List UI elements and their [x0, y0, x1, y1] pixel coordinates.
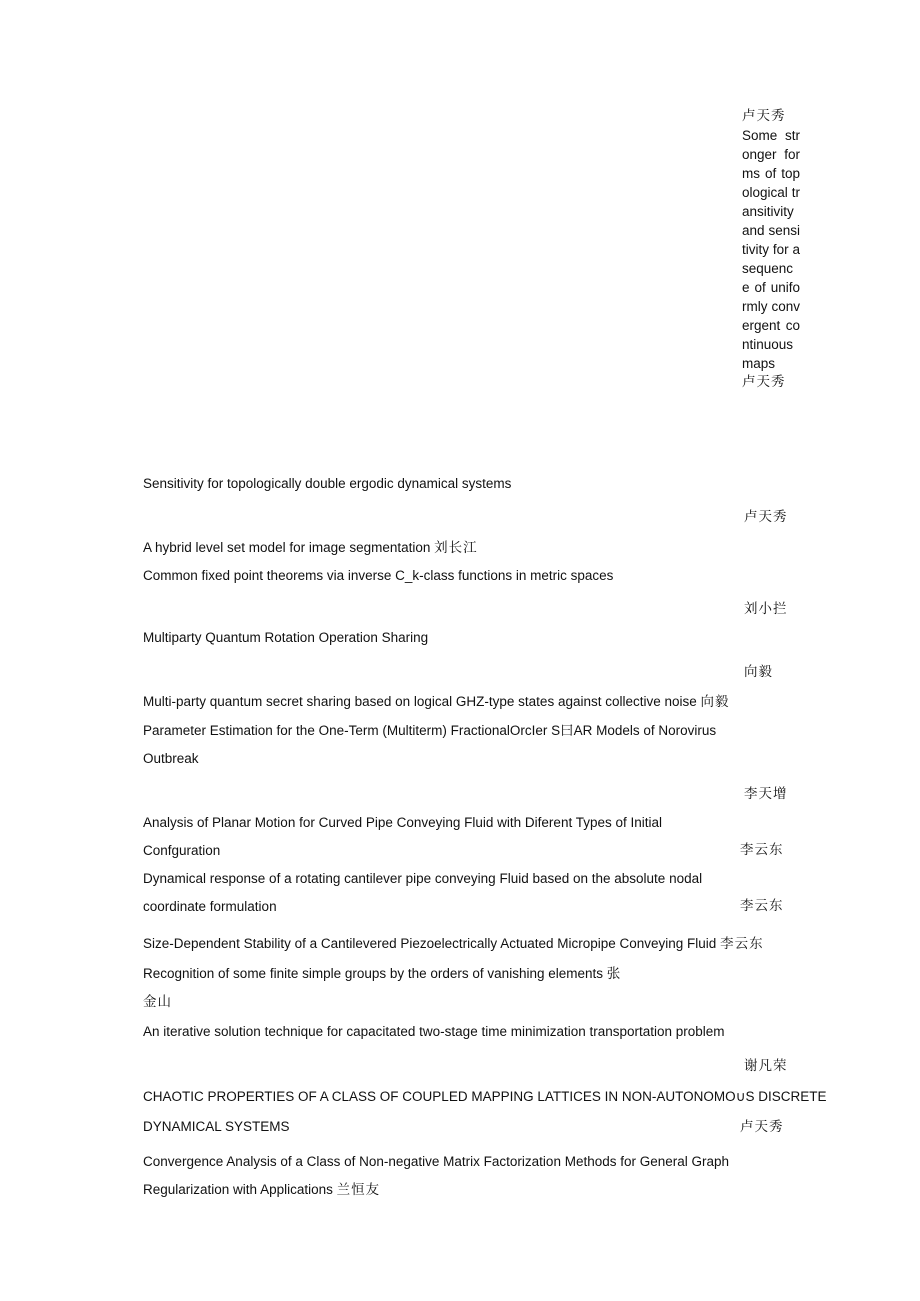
paper-title: CHAOTIC PROPERTIES OF A CLASS OF COUPLED MAPPING LATTICES IN NON-AUTONOMO∪S DISCRETE — [143, 1089, 827, 1104]
paper-title: Common fixed point theorems via inverse C_k-class functions in metric spaces — [143, 568, 614, 583]
paper-title: Dynamical response of a rotating cantilever pipe conveying Fluid based on the absolute nodal — [143, 871, 703, 886]
author-name: 刘长江 — [434, 540, 478, 556]
paper-title-continued: coordinate formulation — [143, 899, 277, 914]
paper-title: Parameter Estimation for the One-Term (Multiterm) FractionalOrcIer S曰AR Models of Norovirus — [143, 723, 717, 738]
author-name: 刘小拦 — [744, 601, 788, 617]
author-name: 卢天秀 — [742, 108, 786, 124]
author-name: 张 — [606, 966, 622, 982]
paper-entry — [143, 935, 764, 953]
author-name: 卢天秀 — [740, 1119, 784, 1135]
paper-title: Multi-party quantum secret sharing based on logical GHZ-type states against collective noise — [143, 694, 697, 709]
paper-title: An iterative solution technique for capacitated two-stage time minimization transportation problem — [143, 1024, 725, 1039]
paper-title-continued: DYNAMICAL SYSTEMS — [143, 1119, 290, 1134]
paper-title: Sensitivity for topologically double ergodic dynamical systems — [143, 476, 512, 491]
paper-title: Multiparty Quantum Rotation Operation Sharing — [143, 630, 429, 645]
author-name: 谢凡荣 — [744, 1058, 788, 1074]
author-name: 卢天秀 — [742, 374, 786, 390]
author-name: 李云东 — [720, 936, 764, 952]
paper-title: Size-Dependent Stability of a Cantilevered Piezoelectrically Actuated Micropipe Conveying Fluid — [143, 936, 717, 951]
author-name: 兰恒友 — [336, 1182, 381, 1198]
paper-title-continued: Outbreak — [143, 751, 199, 766]
paper-title: A hybrid level set model for image segmentation — [143, 540, 431, 555]
paper-entry — [143, 539, 478, 557]
author-name: 卢天秀 — [744, 509, 788, 525]
author-name: 李天增 — [744, 786, 788, 802]
narrow-column-entry — [742, 107, 800, 392]
paper-entry — [143, 1181, 380, 1199]
paper-entry — [143, 693, 730, 711]
paper-title: Convergence Analysis of a Class of Non-negative Matrix Factorization Methods for General Graph — [143, 1154, 730, 1169]
author-name: 李云东 — [740, 842, 784, 858]
paper-entry — [143, 965, 621, 983]
author-name: 向毅 — [744, 664, 773, 680]
author-name: 李云东 — [740, 898, 784, 914]
paper-title: Analysis of Planar Motion for Curved Pipe Conveying Fluid with Diferent Types of Initial — [143, 815, 662, 830]
paper-title-continued: Confguration — [143, 843, 221, 858]
author-name: 向毅 — [700, 694, 730, 710]
paper-title: Some stronger forms of topological transitivity and sensitivity for a sequence of uniformly convergent continuous maps — [742, 128, 800, 371]
paper-title-continued: Regularization with Applications — [143, 1182, 333, 1197]
paper-title: Recognition of some finite simple groups by the orders of vanishing elements — [143, 966, 603, 981]
author-name-continued: 金山 — [143, 994, 172, 1010]
